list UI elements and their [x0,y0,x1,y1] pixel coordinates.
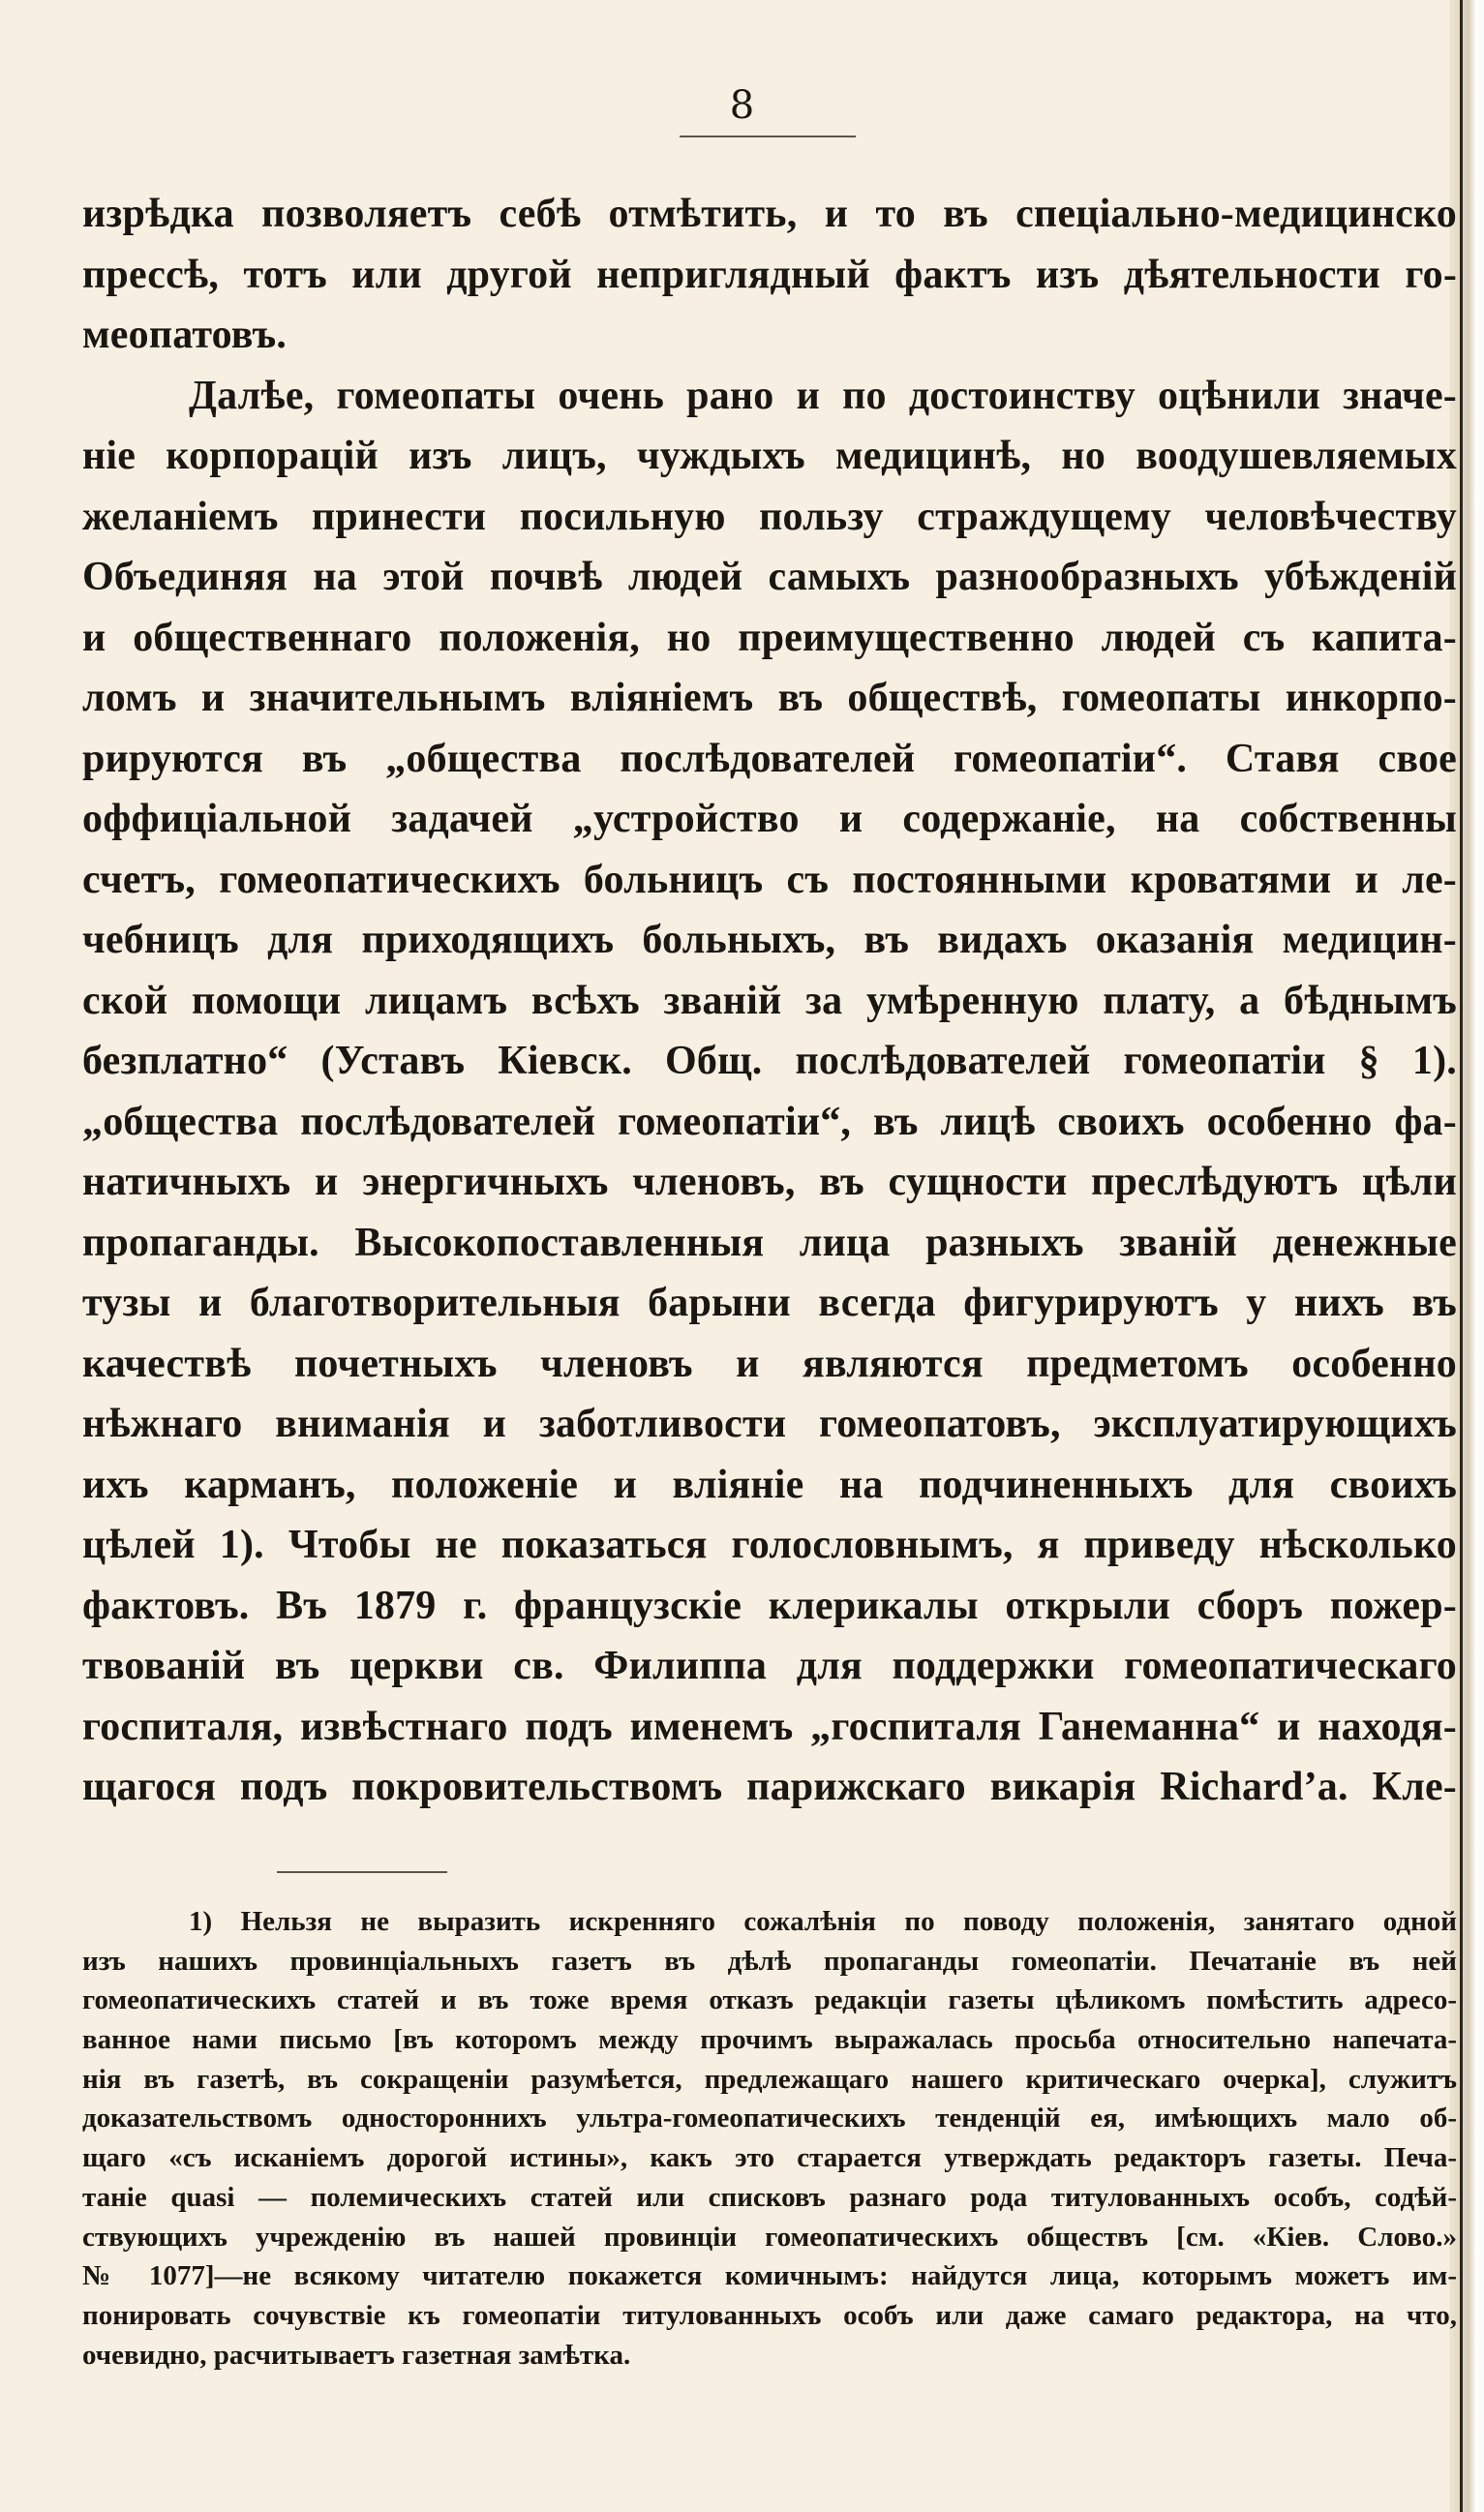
text-line: желаніемъ принести посильную пользу страждущему человѣчеству [82,494,1457,539]
text-line: прессѣ, тотъ или другой неприглядный фактъ изъ дѣятельности го- [82,252,1457,297]
header-rule [680,136,856,137]
text-line: тузы и благотворительныя барыни всегда фигурируютъ у нихъ въ [82,1281,1457,1325]
footnote-line: нія въ газетѣ, въ сокращеніи разумѣется, предлежащаго нашего критическаго очерка], служитъ [82,2063,1457,2095]
text-line: натичныхъ и энергичныхъ членовъ, въ сущности преслѣдуютъ цѣли [82,1160,1457,1204]
text-line: меопатовъ. [82,313,288,357]
footnote-line: понировать сочувствіе къ гомеопатіи титулованныхъ особъ или даже самаго редактора, на что, [82,2299,1457,2331]
footnote-line: очевидно, расчитываетъ газетная замѣтка. [82,2339,631,2371]
spine-dark-edge [1460,0,1463,2512]
footnote-line: ствующихъ учрежденію въ нашей провинціи гомеопатическихъ обществъ [см. «Кіев. Слово.» [82,2221,1457,2253]
text-line: и общественнаго положенія, но преимущественно людей съ капита- [82,615,1457,660]
text-line: ніе корпорацій изъ лицъ, чуждыхъ медицинѣ, но воодушевляемых [82,434,1457,478]
footnote-line: изъ нашихъ провинціальныхъ газетъ въ дѣлѣ пропаганды гомеопатіи. Печатаніе въ ней [82,1945,1457,1977]
footnote-line-indented [82,1902,1457,1942]
text-line: „общества послѣдователей гомеопатіи“, въ лицѣ своихъ особенно фа- [82,1099,1457,1144]
text-line: оффиціальной задачей „устройство и содержаніе, на собственны [82,797,1457,841]
text-line: щагося подъ покровительствомъ парижскаго викарія Richard’a. Кле- [82,1765,1457,1809]
footnote-line: 1) Нельзя не выразить искренняго сожалѣнія по поводу положенія, занятаго одной [189,1906,1457,1937]
text-line: счетъ, гомеопатическихъ больницъ съ постоянными кроватями и ле- [82,857,1457,902]
footnote-line: таніе quasi — полемическихъ статей или списковъ разнаго рода титулованныхъ особъ, содѣй- [82,2181,1457,2213]
text-line: цѣлей 1). Чтобы не показаться голословнымъ, я приведу нѣсколько [82,1523,1457,1567]
main-text [82,184,1457,1818]
footnote-line: щаго «съ исканіемъ дорогой истины», какъ это старается утверждать редакторъ газеты. Печа- [82,2142,1457,2174]
page-number: 8 [729,83,755,128]
text-line: рируются въ „общества послѣдователей гомеопатіи“. Ставя свое [82,736,1457,781]
text-line: Объединяя на этой почвѣ людей самыхъ разнообразныхъ убѣжденій [82,555,1457,599]
footnote-line: доказательствомъ одностороннихъ ультра-гомеопатическихъ тенденцій ея, имѣющихъ мало об- [82,2103,1457,2134]
footnotes [82,1902,1457,2375]
footnote-line: гомеопатическихъ статей и въ тоже время отказъ редакціи газеты цѣликомъ помѣстить адресо- [82,1984,1457,2016]
footnote-line: ванное нами письмо [въ которомъ между прочимъ выражалась просьба относительно напечата- [82,2024,1457,2056]
text-line: твованій въ церкви св. Филиппа для поддержки гомеопатическаго [82,1644,1457,1688]
text-line: ихъ карманъ, положеніе и вліяніе на подчиненныхъ для своихъ [82,1462,1457,1507]
text-line: фактовъ. Въ 1879 г. французскіе клерикалы открыли сборъ пожер- [82,1583,1457,1628]
text-line: безплатно“ (Уставъ Кіевск. Общ. послѣдователей гомеопатіи § 1). [82,1039,1457,1083]
text-line: пропаганды. Высокопоставленныя лица разныхъ званій денежные [82,1220,1457,1265]
text-line: ской помощи лицамъ всѣхъ званій за умѣренную плату, а бѣднымъ [82,978,1457,1023]
text-line: чебницъ для приходящихъ больныхъ, въ видахъ оказанія медицин- [82,918,1457,962]
text-line: качествѣ почетныхъ членовъ и являются предметомъ особенно [82,1341,1457,1386]
text-line: госпиталя, извѣстнаго подъ именемъ „госпиталя Ганеманна“ и находя- [82,1704,1457,1749]
text-line: Далѣе, гомеопаты очень рано и по достоинству оцѣнили значе- [189,373,1457,418]
text-line: ломъ и значительнымъ вліяніемъ въ обществѣ, гомеопаты инкорпо- [82,676,1457,720]
footnote-line: № 1077]—не всякому читателю покажется комичнымъ: найдутся лица, которымъ можетъ им- [82,2260,1457,2292]
text-line: изрѣдка позволяетъ себѣ отмѣтить, и то въ спеціально-медицинско [82,192,1457,236]
text-line: нѣжнаго вниманія и заботливости гомеопатовъ, эксплуатирующихъ [82,1402,1457,1446]
footnote-rule [277,1871,447,1873]
text-line-indented [82,366,1457,427]
